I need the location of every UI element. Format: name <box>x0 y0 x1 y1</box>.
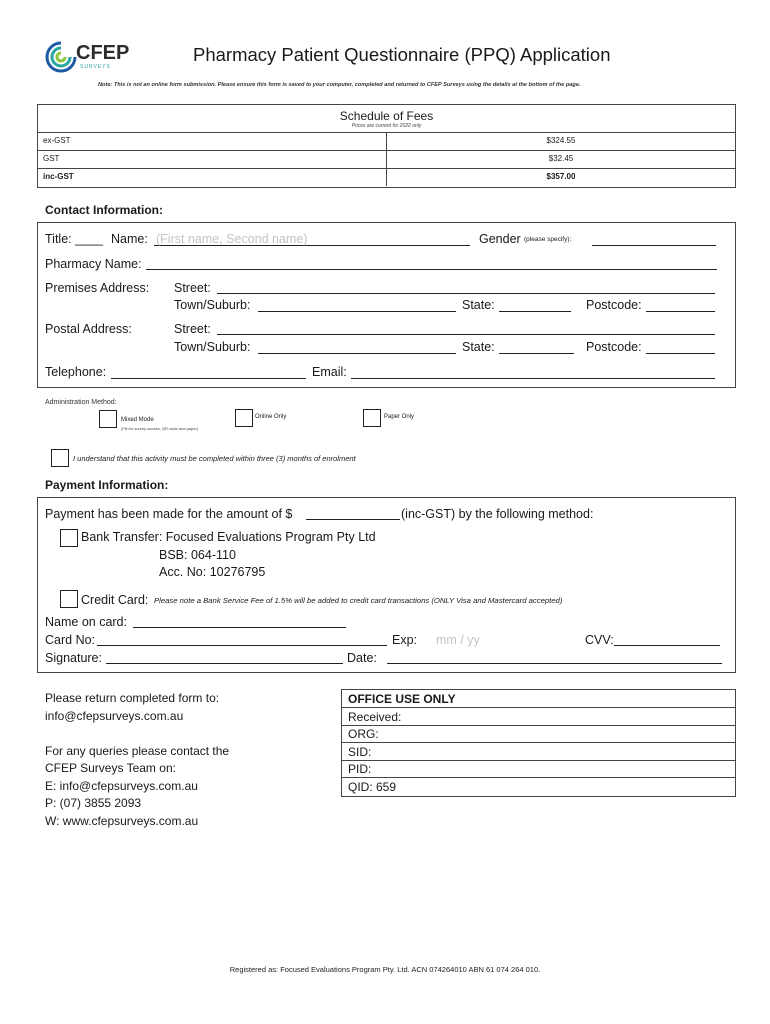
premises-postcode-label: Postcode: <box>586 298 642 312</box>
premises-street-label: Street: <box>174 281 211 295</box>
signature-label: Signature: <box>45 651 102 665</box>
page-title: Pharmacy Patient Questionnaire (PPQ) Application <box>193 44 611 65</box>
online-only-label: Online Only <box>255 414 287 420</box>
date-field[interactable] <box>387 663 722 664</box>
gender-hint: (please specify): <box>524 236 572 243</box>
bsb-text: BSB: 064-110 <box>159 548 236 562</box>
name-placeholder: (First name, Second name) <box>156 232 308 246</box>
name-on-card-label: Name on card: <box>45 615 127 629</box>
email-field[interactable] <box>351 378 715 379</box>
cvv-field[interactable] <box>614 645 720 646</box>
postal-state-field[interactable] <box>499 353 574 354</box>
return-line: Please return completed form to: <box>45 691 220 705</box>
office-row <box>342 778 735 795</box>
fees-title: Schedule of Fees <box>339 109 434 123</box>
fees-row <box>38 132 735 151</box>
postal-postcode-label: Postcode: <box>586 340 642 354</box>
fees-row <box>38 168 735 186</box>
office-heading: OFFICE USE ONLY <box>348 692 456 706</box>
fees-subtitle: Prices are current for 2022 only <box>351 123 422 129</box>
premises-street-field[interactable] <box>217 293 715 294</box>
name-on-card-field[interactable] <box>133 627 346 628</box>
office-use-table <box>341 689 736 797</box>
footer-registration: Registered as: Focused Evaluations Program Pty. Ltd. ACN 074264010 ABN 61 074 264 010. <box>229 965 541 974</box>
telephone-field[interactable] <box>111 378 306 379</box>
logo-text: CFEP <box>76 42 130 64</box>
cvv-label: CVV: <box>585 633 614 647</box>
fee-value: $357.00 <box>546 172 576 181</box>
credit-card-label: Credit Card: <box>81 593 149 607</box>
paper-only-label: Paper Only <box>384 414 415 420</box>
account-number-text: Acc. No: 10276795 <box>159 565 266 579</box>
payment-heading: Payment Information: <box>45 478 169 492</box>
fee-label: inc-GST <box>43 172 74 181</box>
payment-intro-a: Payment has been made for the amount of $ <box>45 507 293 521</box>
credit-card-checkbox[interactable] <box>60 590 78 608</box>
postal-address-label: Postal Address: <box>45 322 132 336</box>
pharmacy-name-field[interactable] <box>146 269 717 270</box>
contact-website[interactable]: W: www.cfepsurveys.com.au <box>45 813 199 828</box>
bank-transfer-label: Bank Transfer: Focused Evaluations Program Pty Ltd <box>81 530 376 544</box>
office-pid: PID: <box>348 762 372 777</box>
fee-value: $32.45 <box>548 154 574 163</box>
date-label: Date: <box>347 651 377 665</box>
email-label: Email: <box>312 365 347 379</box>
fee-label: GST <box>43 154 60 163</box>
office-row <box>342 708 735 726</box>
fee-label: ex-GST <box>43 136 71 145</box>
payment-amount-field[interactable] <box>306 519 400 520</box>
office-qid: QID: 659 <box>348 780 397 794</box>
telephone-label: Telephone: <box>45 365 107 379</box>
premises-postcode-field[interactable] <box>646 311 715 312</box>
card-number-field[interactable] <box>97 645 387 646</box>
online-only-checkbox[interactable] <box>235 409 253 427</box>
fee-value: $324.55 <box>546 136 576 145</box>
mixed-mode-label: Mixed Mode <box>121 417 154 423</box>
logo-subtext: SURVEYS <box>80 64 111 70</box>
contact-phone: P: (07) 3855 2093 <box>45 796 142 810</box>
credit-card-note: Please note a Bank Service Fee of 1.5% will be added to credit card transactions (ONLY Visa and Mastercard accepted) <box>154 596 563 605</box>
gender-field[interactable] <box>592 245 716 246</box>
office-org: ORG: <box>348 727 379 742</box>
premises-state-label: State: <box>462 298 495 312</box>
bank-transfer-checkbox[interactable] <box>60 529 78 547</box>
postal-town-label: Town/Suburb: <box>174 340 251 354</box>
office-row <box>342 725 735 743</box>
card-number-label: Card No: <box>45 633 96 647</box>
name-label: Name: <box>111 232 148 246</box>
admin-method-label: Administration Method: <box>45 399 117 406</box>
office-received: Received: <box>348 709 402 724</box>
signature-field[interactable] <box>106 663 343 664</box>
postal-street-field[interactable] <box>217 334 715 335</box>
return-info <box>45 690 229 830</box>
premises-address-label: Premises Address: <box>45 281 150 295</box>
title-label: Title: ____ <box>45 232 103 246</box>
office-row <box>342 760 735 778</box>
postal-town-field[interactable] <box>258 353 456 354</box>
premises-town-field[interactable] <box>258 311 456 312</box>
payment-box <box>37 497 736 673</box>
understand-label: I understand that this activity must be completed within three (3) months of enrolment <box>73 454 356 463</box>
expiry-label: Exp: <box>392 633 418 647</box>
logo <box>44 40 134 74</box>
save-note: Note: This is not an online form submission. Please ensure this form is saved to your computer, completed and returned to CFEP Surveys using the details at the bottom of the page. <box>98 82 581 88</box>
mixed-mode-subtext: (Fill for survey access, QR code and paper) <box>121 426 199 431</box>
office-sid: SID: <box>348 744 372 759</box>
postal-postcode-field[interactable] <box>646 353 715 354</box>
office-row <box>342 690 735 708</box>
contact-heading: Contact Information: <box>45 203 163 217</box>
fees-header <box>38 105 735 133</box>
queries-line: For any queries please contact the <box>45 743 230 758</box>
fees-row <box>38 150 735 169</box>
queries-line: CFEP Surveys Team on: <box>45 761 176 775</box>
payment-intro-b: (inc-GST) by the following method: <box>401 507 594 521</box>
pharmacy-name-label: Pharmacy Name: <box>45 257 142 271</box>
postal-state-label: State: <box>462 340 495 354</box>
fees-table <box>37 104 736 188</box>
return-email[interactable]: info@cfepsurveys.com.au <box>45 708 184 723</box>
mixed-mode-checkbox[interactable] <box>99 410 117 428</box>
paper-only-checkbox[interactable] <box>363 409 381 427</box>
understand-checkbox[interactable] <box>51 449 69 467</box>
postal-street-label: Street: <box>174 322 211 336</box>
office-row <box>342 743 735 761</box>
gender-label: Gender <box>479 232 521 246</box>
cfep-logo-icon <box>44 40 78 74</box>
premises-town-label: Town/Suburb: <box>174 298 251 312</box>
premises-state-field[interactable] <box>499 311 571 312</box>
contact-email[interactable]: E: info@cfepsurveys.com.au <box>45 778 198 793</box>
expiry-placeholder[interactable]: mm / yy <box>436 633 480 647</box>
